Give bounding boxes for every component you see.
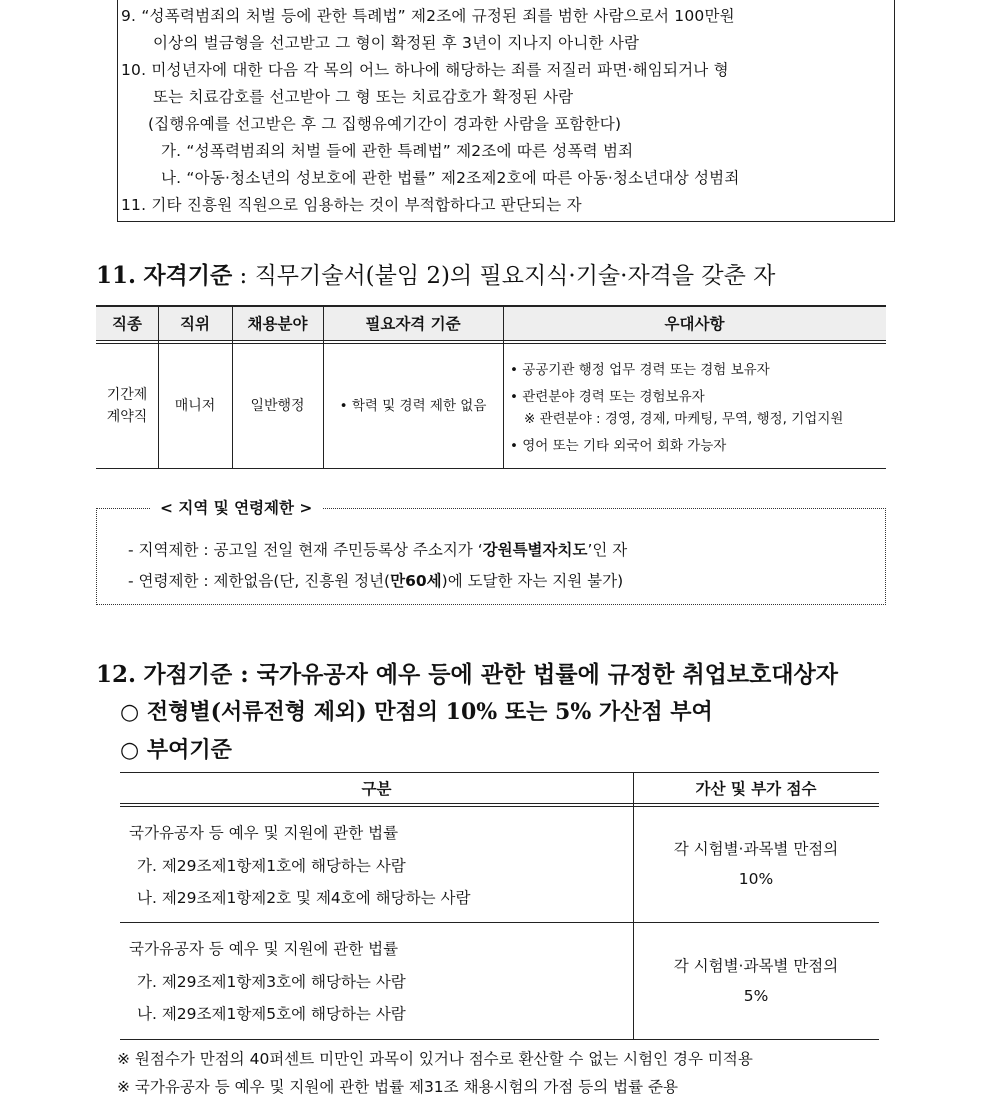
qual-cell-requirement: • 학력 및 경력 제한 없음 — [339, 398, 487, 414]
section-12-number: 12. — [96, 661, 137, 688]
table-header-rule — [120, 803, 879, 804]
qual-cell-position: 매니저 — [174, 398, 216, 414]
region-name: 강원특별자치도 — [482, 541, 588, 559]
age-limit: 만60세 — [390, 572, 442, 590]
preference-item: • 공공기관 행정 업무 경력 또는 경험 보유자 — [510, 362, 770, 378]
job-type-line1: 기간제 — [106, 387, 148, 403]
section-11-label: 자격기준 — [143, 262, 233, 289]
age-text-prefix: - 연령제한 : 제한없음(단, 진흥원 정년( — [128, 572, 391, 590]
points-row1-line1: 국가유공자 등 예우 및 지원에 관한 법률 — [129, 824, 399, 842]
section-11-heading — [96, 257, 775, 290]
points-row1-line2: 가. 제29조제1항제1호에 해당하는 사람 — [137, 857, 406, 875]
disq-item-11: 11. 기타 진흥원 직원으로 임용하는 것이 부적합하다고 판단되는 자 — [121, 196, 582, 214]
section-11-text: : 직무기술서(붙임 2)의 필요지식·기술·자격을 갖춘 자 — [232, 263, 776, 289]
section-12-heading — [96, 656, 838, 689]
points-row1-score-line1: 각 시험별·과목별 만점의 — [673, 840, 839, 858]
points-header-category: 구분 — [361, 780, 392, 798]
points-row1-line3: 나. 제29조제1항제2호 및 제4호에 해당하는 사람 — [137, 889, 471, 907]
disq-item-9-cont: 이상의 벌금형을 선고받고 그 형이 확정된 후 3년이 지나지 아니한 사람 — [153, 34, 640, 52]
section-12-bullet-1: ○ 전형별(서류전형 제외) 만점의 10% 또는 5% 가산점 부여 — [120, 699, 713, 725]
points-row1-score-value: 10% — [738, 870, 774, 888]
points-row2-score-line1: 각 시험별·과목별 만점의 — [673, 957, 839, 975]
qual-header-field: 채용분야 — [232, 305, 323, 341]
disq-item-9: 9. “성폭력범죄의 처벌 등에 관한 특례법” 제2조에 규정된 죄를 범한 사람으로서 100만원 — [121, 7, 735, 25]
disq-item-10-ga: 가. “성폭력범죄의 처벌 들에 관한 특례법” 제2조에 따른 성폭력 범죄 — [161, 142, 634, 160]
qual-header-job-type: 직종 — [96, 305, 158, 341]
table-header-rule-double — [120, 806, 879, 807]
disq-item-10-cont: 또는 치료감호를 선고받아 그 형 또는 치료감호가 확정된 사람 — [153, 88, 574, 106]
section-12-text: : 국가유공자 예우 등에 관한 법률에 규정한 취업보호대상자 — [232, 661, 838, 688]
disqualification-box — [117, 0, 895, 222]
disq-item-10-note: (집행유예를 선고받은 후 그 집행유예기간이 경과한 사람을 포함한다) — [148, 115, 622, 133]
age-restriction — [128, 569, 623, 591]
qual-header-preference: 우대사항 — [503, 305, 886, 341]
region-text-prefix: - 지역제한 : 공고일 전일 현재 주민등록상 주소지가 ‘ — [128, 541, 483, 559]
points-row2-line1: 국가유공자 등 예우 및 지원에 관한 법률 — [129, 940, 399, 958]
qual-header-position: 직위 — [158, 305, 232, 341]
note-2: ※ 국가유공자 등 예우 및 지원에 관한 법률 제31조 채용시험의 가점 등의 법률 준용 — [117, 1078, 678, 1096]
disq-item-10-na: 나. “아동·청소년의 성보호에 관한 법률” 제2조제2호에 따른 아동·청소년대상 성범죄 — [161, 169, 740, 187]
points-row2-score-value: 5% — [743, 987, 769, 1005]
table-bottom-rule — [96, 468, 886, 469]
table-header-rule — [96, 340, 886, 341]
table-bottom-rule — [120, 1039, 879, 1040]
col-divider — [503, 305, 504, 469]
disq-item-10: 10. 미성년자에 대한 다음 각 목의 어느 하나에 해당하는 죄를 저질러 파면·해임되거나 형 — [121, 61, 729, 79]
qual-cell-job-type — [96, 344, 158, 468]
qual-cell-field: 일반행정 — [250, 398, 305, 414]
preference-item: • 관련분야 경력 또는 경험보유자 — [510, 389, 705, 405]
age-text-suffix: )에 도달한 자는 지원 불가) — [441, 572, 624, 590]
table-top-rule — [96, 305, 886, 307]
section-12-bullet-2: ○ 부여기준 — [120, 737, 232, 763]
points-header-score: 가산 및 부가 점수 — [695, 780, 817, 798]
row-divider — [120, 922, 879, 923]
restriction-title: < 지역 및 연령제한 > — [150, 496, 322, 518]
points-row2-line2: 가. 제29조제1항제3호에 해당하는 사람 — [137, 973, 406, 991]
section-12-label: 가점기준 — [143, 661, 233, 688]
preference-note: ※ 관련분야 : 경영, 경제, 마케팅, 무역, 행정, 기업지원 — [524, 411, 844, 427]
qual-header-requirement: 필요자격 기준 — [323, 305, 503, 341]
job-type-line2: 계약직 — [106, 409, 148, 425]
note-1: ※ 원점수가 만점의 40퍼센트 미만인 과목이 있거나 점수로 환산할 수 없는 시험인 경우 미적용 — [117, 1050, 753, 1068]
section-11-number: 11. — [96, 262, 137, 289]
region-restriction — [128, 538, 627, 560]
preference-item: • 영어 또는 기타 외국어 회화 가능자 — [510, 438, 727, 454]
region-text-suffix: ’인 자 — [587, 541, 628, 559]
points-row2-line3: 나. 제29조제1항제5호에 해당하는 사람 — [137, 1005, 406, 1023]
